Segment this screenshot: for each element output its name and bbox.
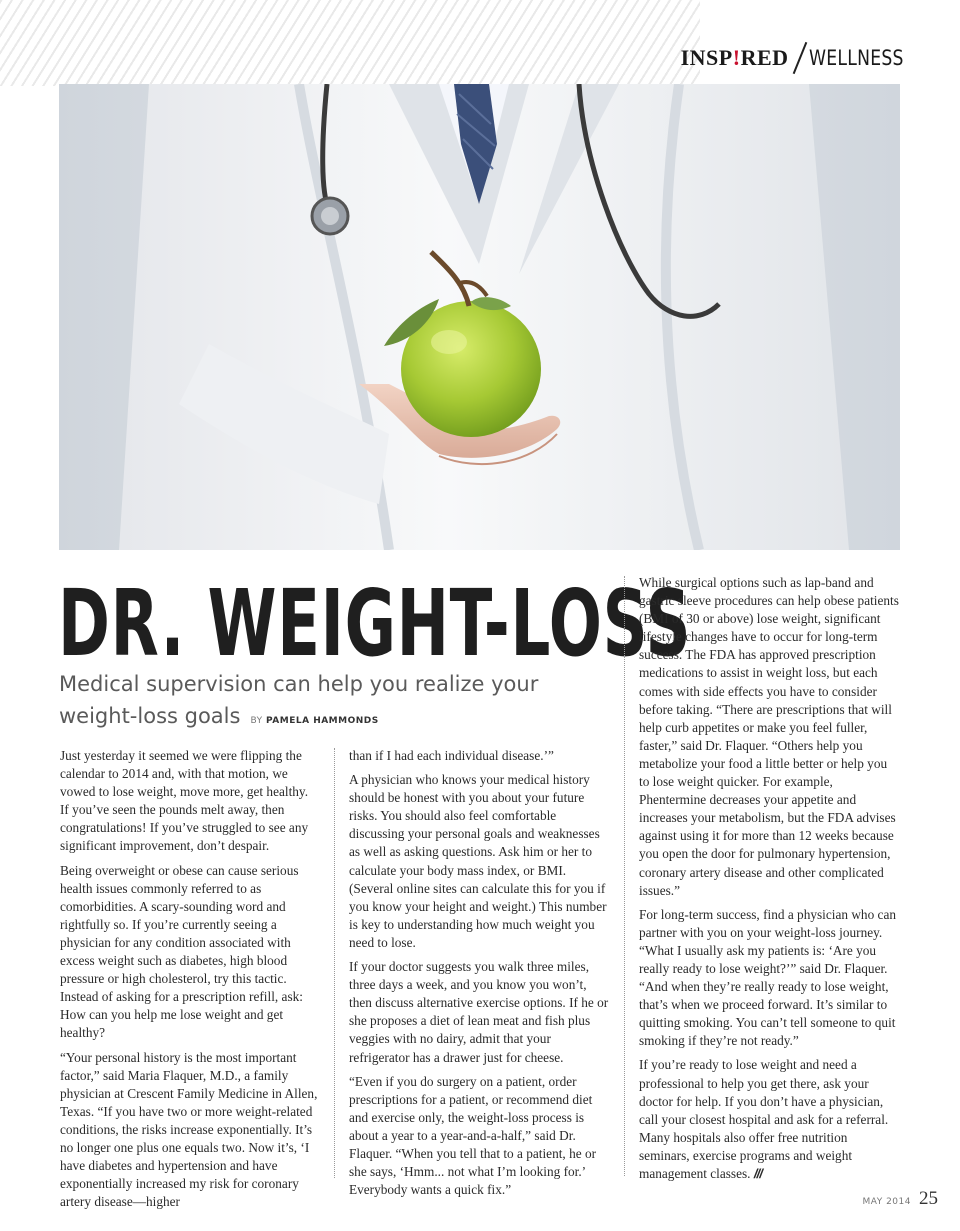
masthead	[681, 38, 924, 78]
article-column-1	[60, 747, 320, 1217]
paragraph	[639, 1056, 899, 1183]
article-column-2	[349, 747, 609, 1205]
masthead-divider	[792, 42, 807, 74]
author-name: PAMELA HAMMONDS	[266, 716, 379, 726]
paragraph: A physician who knows your medical history should be honest with you about your future risks. You should also feel comfortable discussing your personal goals and weaknesses as well as asking questions. Ask him or her to calculate your body mass index, or BMI. (Several online sites can calculate this for you if you know your height and weight.) This number is key to understanding how much weight you need to lose.	[349, 772, 607, 950]
article-title: DR. WEIGHT-LOSS	[58, 570, 692, 677]
page-number: 25	[919, 1188, 938, 1209]
column-divider	[624, 576, 625, 1176]
paragraph: Just yesterday it seemed we were flipping the calendar to 2014 and, with that motion, we vowed to lose weight, move more, get healthy. If you’ve seen the pounds melt away, then congratulations! If you’ve struggled to see any significant improvement, don’t despair.	[60, 748, 309, 854]
doctor-holding-green-apple-photo	[59, 84, 900, 550]
issue-date: MAY 2014	[862, 1197, 911, 1207]
paragraph: For long-term success, find a physician who can partner with you on your weight-loss journey. “What I usually ask my patients is: ‘Are you really ready to lose weight?’” said Dr. Flaquer. “And when they’re really ready to lose weight, that’s when we proceed forward. It’s similar to quitting smoking. You can’t tell someone to quit smoking if they’re not ready.”	[639, 906, 897, 1049]
column-divider	[334, 748, 335, 1178]
page-folio	[863, 1188, 939, 1210]
end-mark: ///	[753, 1166, 762, 1181]
deck-line-2	[59, 700, 619, 737]
byline-prefix: BY	[250, 716, 263, 726]
header-stripe-decoration	[0, 0, 700, 86]
deck-line-2-text: weight-loss goals	[59, 704, 241, 728]
article-column-3	[639, 574, 899, 1189]
paragraph-text: If you’re ready to lose weight and need a professional to help you get there, ask your doctor for help. If you don’t have a physician, call your closest hospital and ask for a referral. Many hospitals also offer free nutrition seminars, exercise programs and weight management classes.	[639, 1057, 889, 1181]
paragraph: than if I had each individual disease.’”	[349, 748, 554, 763]
brand-logo: INSP!RED	[680, 45, 789, 70]
paragraph: “Even if you do surgery on a patient, order prescriptions for a patient, or recommend diet and exercise only, the weight-loss process is about a year to a year-and-a-half,” said Dr. Flaquer. “When you tell that to a patient, he or she says, ‘Hmm... not what I’m looking for.’ Everybody wants a quick fix.”	[349, 1073, 597, 1198]
byline	[250, 716, 378, 726]
paragraph: Being overweight or obese can cause serious health issues commonly referred to as comorbidities. A scary-sounding word and rightfully so. If you’re currently seeing a physician for any condition associated with excess weight such as diabetes, high blood pressure or high cholesterol, try this tactic. Instead of asking for a prescription refill, ask: How can you help me lose weight and get healthy?	[60, 862, 303, 1041]
article-deck	[59, 668, 619, 737]
paragraph: “Your personal history is the most important factor,” said Maria Flaquer, M.D., a family physician at Crescent Family Medicine in Allen, Texas. “If you have two or more weight-related conditions, the risks increase exponentially. It’s no longer one plus one equals two. Now it’s, ‘I have diabetes and hypertension and have exponentially increased my risk for coronary artery disease—higher	[60, 1049, 318, 1210]
deck-line-1: Medical supervision can help you realize your	[59, 672, 539, 696]
section-name: WELLNESS	[808, 46, 904, 70]
paragraph: If your doctor suggests you walk three miles, three days a week, and you know you won’t, then discuss alternative exercise options. If he or she proposes a diet of lean meat and fish plus veggies with no dairy, admit that your refrigerator has a drawer just for cheese.	[349, 959, 609, 1065]
paragraph: While surgical options such as lap-band and gastric sleeve procedures can help obese patients (BMI of 30 or above) lose weight, significant lifestyle changes have to occur for long-term success. The FDA has approved prescription medications to assist in weight loss, but each comes with side effects you have to consider before taking. “There are prescriptions that will help curb appetites or make you feel fuller, faster,” said Dr. Flaquer. “Others help you metabolize your food a little better or help you to lose weight quicker. For example, Phentermine decreases your appetite and increases your metabolism, but the FDA advises against using it for more than 12 weeks because you open the door for pulmonary hypertension, coronary artery disease and other complicated issues.”	[639, 575, 899, 898]
